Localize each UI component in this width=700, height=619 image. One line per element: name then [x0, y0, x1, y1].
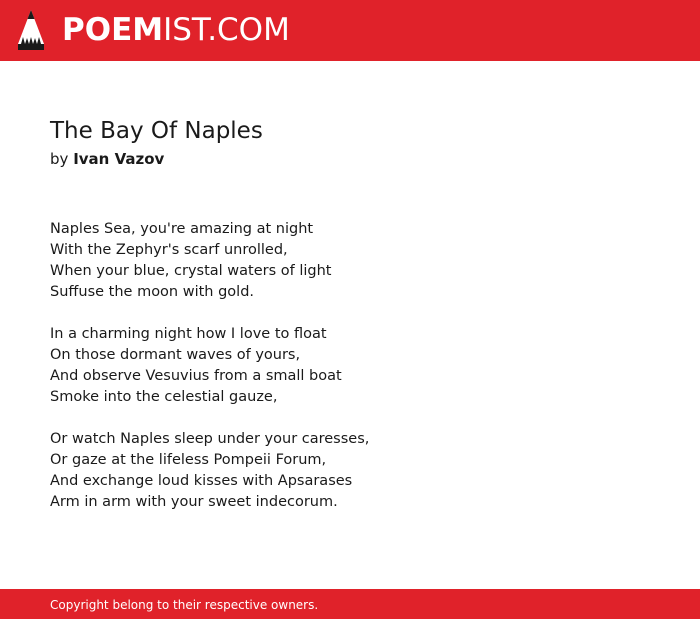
poem-line: Or gaze at the lifeless Pompeii Forum, — [50, 452, 327, 468]
poem-line: Arm in arm with your sweet indecorum. — [50, 494, 338, 510]
poem-line: Smoke into the celestial gauze, — [50, 389, 278, 405]
site-logo[interactable] — [62, 12, 290, 48]
poem-body — [50, 219, 650, 534]
poem-author: Ivan Vazov — [73, 150, 165, 168]
poem-line: And observe Vesuvius from a small boat — [50, 368, 342, 384]
poem-line: On those dormant waves of yours, — [50, 347, 301, 363]
poem-line: Suffuse the moon with gold. — [50, 284, 255, 300]
stanza — [50, 324, 650, 408]
byline-prefix: by — [50, 150, 69, 168]
logo-bold-text: POEM — [62, 12, 164, 48]
poem-byline — [50, 149, 164, 169]
poem-line: Or watch Naples sleep under your caresses, — [50, 431, 370, 447]
logo-light-text: IST.COM — [163, 12, 290, 48]
poem-line: Naples Sea, you're amazing at night — [50, 221, 314, 237]
pencil-tip-icon[interactable] — [17, 9, 45, 52]
copyright-notice: Copyright belong to their respective owners. — [50, 598, 319, 612]
poem-title: The Bay Of Naples — [50, 118, 263, 144]
poem-line: When your blue, crystal waters of light — [50, 263, 332, 279]
poem-line: With the Zephyr's scarf unrolled, — [50, 242, 288, 258]
poem-line: In a charming night how I love to float — [50, 326, 327, 342]
site-header — [0, 0, 700, 61]
poem-line: And exchange loud kisses with Apsarases — [50, 473, 353, 489]
stanza — [50, 429, 650, 513]
site-footer — [0, 589, 700, 619]
stanza — [50, 219, 650, 303]
